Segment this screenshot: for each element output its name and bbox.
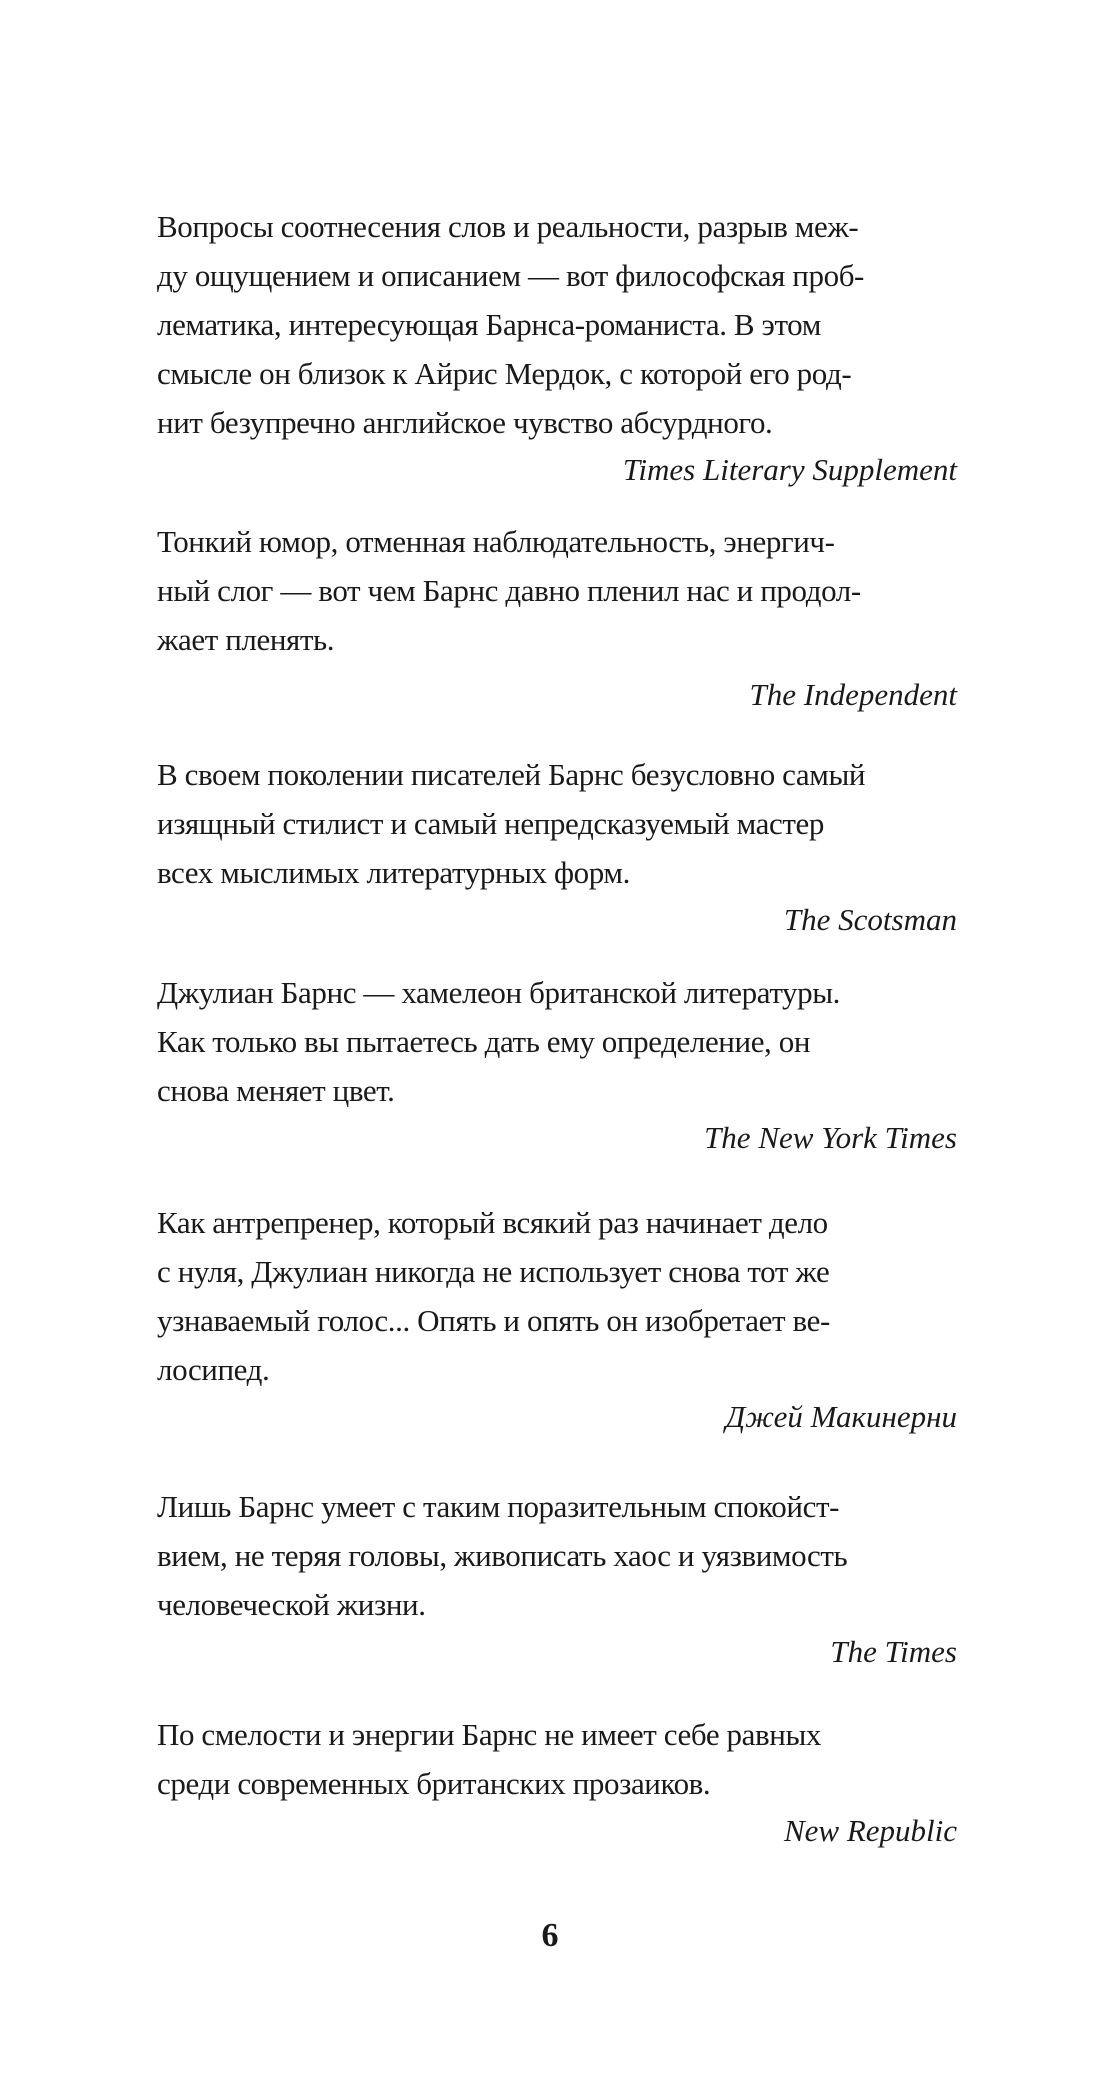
quote-line: снова меняет цвет. [157, 1073, 395, 1108]
quote-source: The Scotsman [783, 902, 957, 937]
review-quote-independent [157, 517, 957, 719]
quote-line: нит безупречно английское чувство абсурдного. [157, 405, 773, 440]
quote-source: Джей Макинерни [725, 1399, 957, 1434]
review-quote-new-york-times [157, 968, 957, 1162]
quote-line: жает пленять. [157, 622, 335, 657]
review-quote-times-literary-supplement [157, 202, 957, 494]
quote-line: Как антрепренер, который всякий раз начинает дело [157, 1205, 828, 1240]
review-quote-scotsman [157, 750, 957, 944]
quote-source: The New York Times [704, 1120, 957, 1155]
review-quote-times [157, 1482, 957, 1676]
quote-line: с нуля, Джулиан никогда не использует снова тот же [157, 1254, 830, 1289]
quote-source: The Times [830, 1634, 957, 1669]
quote-line: Вопросы соотнесения слов и реальности, разрыв меж- [157, 209, 859, 244]
quote-source: The Independent [749, 677, 957, 712]
quote-line: Джулиан Барнс — хамелеон британской литературы. [157, 975, 841, 1010]
quote-line: смысле он близок к Айрис Мердок, с которой его род- [157, 356, 852, 391]
quote-source: Times Literary Supplement [622, 452, 957, 487]
quote-line: вием, не теряя головы, живописать хаос и уязвимость [157, 1538, 848, 1573]
review-quote-new-republic [157, 1710, 957, 1855]
quote-line: лосипед. [157, 1352, 270, 1387]
quote-line: Тонкий юмор, отменная наблюдательность, энергич- [157, 524, 835, 559]
quote-line: среди современных британских прозаиков. [157, 1766, 711, 1801]
quote-source: New Republic [783, 1813, 957, 1848]
page-number: 6 [541, 1917, 559, 1954]
quote-line: человеческой жизни. [157, 1587, 426, 1622]
quote-line: Как только вы пытаетесь дать ему определение, он [157, 1024, 811, 1059]
quote-line: По смелости и энергии Барнс не имеет себе равных [157, 1717, 821, 1752]
quote-line: ду ощущением и описанием — вот философская проб- [157, 258, 864, 293]
quote-line: В своем поколении писателей Барнс безусловно самый [157, 757, 866, 792]
quote-line: изящный стилист и самый непредсказуемый мастер [157, 806, 824, 841]
quote-line: узнаваемый голос... Опять и опять он изобретает ве- [157, 1303, 830, 1338]
review-quote-jay-mcinerney [157, 1198, 957, 1441]
quote-line: Лишь Барнс умеет с таким поразительным спокойст- [157, 1489, 840, 1524]
quote-line: всех мыслимых литературных форм. [157, 855, 630, 890]
quote-line: ный слог — вот чем Барнс давно пленил нас и продол- [157, 573, 861, 608]
quote-line: лематика, интересующая Барнса-романиста. В этом [157, 307, 821, 342]
